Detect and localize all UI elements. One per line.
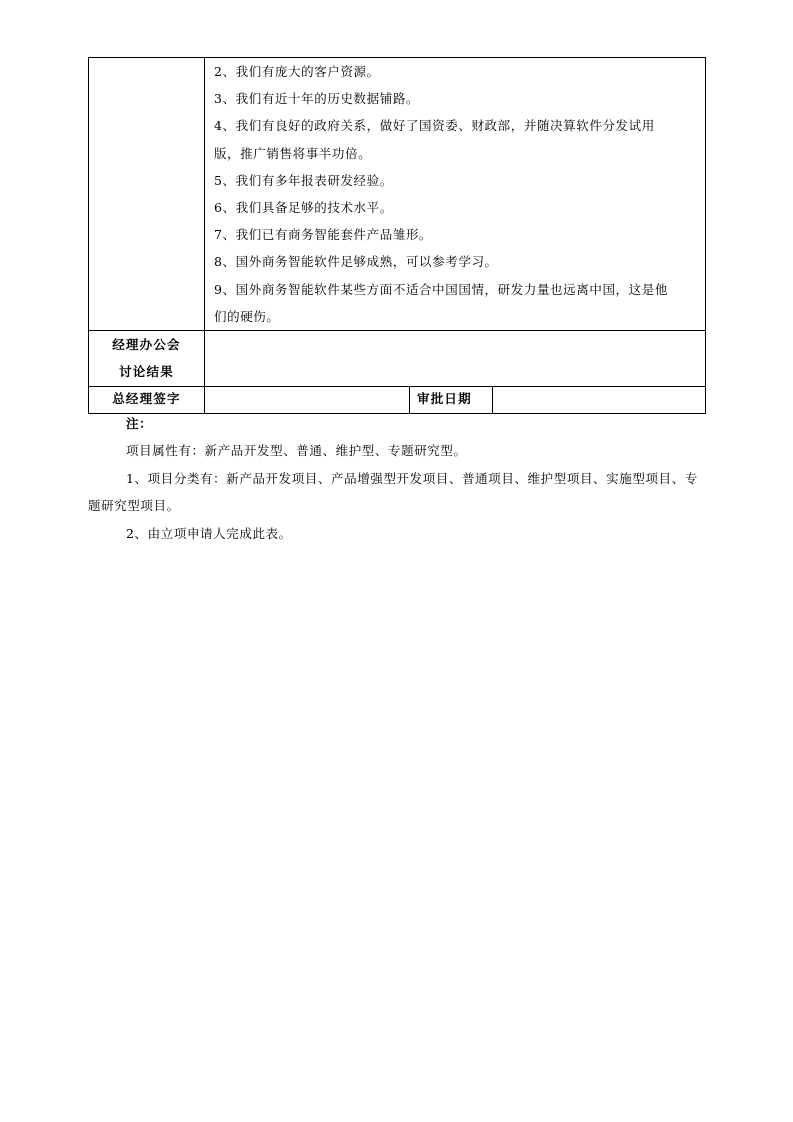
discussion-label-line2: 讨论结果 bbox=[119, 364, 174, 380]
notes-section bbox=[88, 410, 708, 547]
project-approval-table bbox=[88, 57, 706, 414]
advantages-content-cell bbox=[205, 58, 706, 331]
advantage-line: 5、我们有多年报表研发经验。 bbox=[214, 172, 393, 188]
notes-title: 注： bbox=[126, 416, 153, 431]
advantage-line: 7、我们已有商务智能套件产品雏形。 bbox=[214, 227, 433, 243]
discussion-label-cell bbox=[89, 331, 205, 387]
advantage-line: 2、我们有庞大的客户资源。 bbox=[214, 64, 380, 79]
advantage-line: 们的硬伤。 bbox=[214, 308, 280, 324]
advantages-list bbox=[205, 58, 705, 330]
note-paragraph: 项目属性有：新产品开发型、普通、维护型、专题研究型。 bbox=[126, 443, 467, 458]
discussion-row bbox=[89, 331, 706, 387]
advantages-row bbox=[89, 58, 706, 331]
advantage-line: 6、我们具备足够的技术水平。 bbox=[214, 200, 393, 216]
approval-date-label: 审批日期 bbox=[410, 387, 493, 414]
discussion-label-line1: 经理办公会 bbox=[112, 337, 181, 353]
note-paragraph: 2、由立项申请人完成此表。 bbox=[126, 525, 292, 541]
advantage-line: 9、国外商务智能软件某些方面不适合中国国情，研发力量也远离中国，这是他 bbox=[214, 281, 668, 297]
note-paragraph: 1、项目分类有：新产品开发项目、产品增强型开发项目、普通项目、维护型项目、实施型项目、专题研究型项目。 bbox=[88, 470, 698, 513]
discussion-result-field[interactable] bbox=[205, 331, 706, 387]
advantage-line: 8、国外商务智能软件足够成熟，可以参考学习。 bbox=[214, 254, 498, 270]
advantage-line: 版，推广销售将事半功倍。 bbox=[214, 145, 372, 161]
gm-sign-label: 总经理签字 bbox=[89, 387, 205, 414]
advantage-line: 4、我们有良好的政府关系，做好了国资委、财政部，并随决算软件分发试用 bbox=[214, 118, 655, 134]
advantage-line: 3、我们有近十年的历史数据铺路。 bbox=[214, 91, 420, 107]
advantages-label-cell bbox=[89, 58, 205, 331]
